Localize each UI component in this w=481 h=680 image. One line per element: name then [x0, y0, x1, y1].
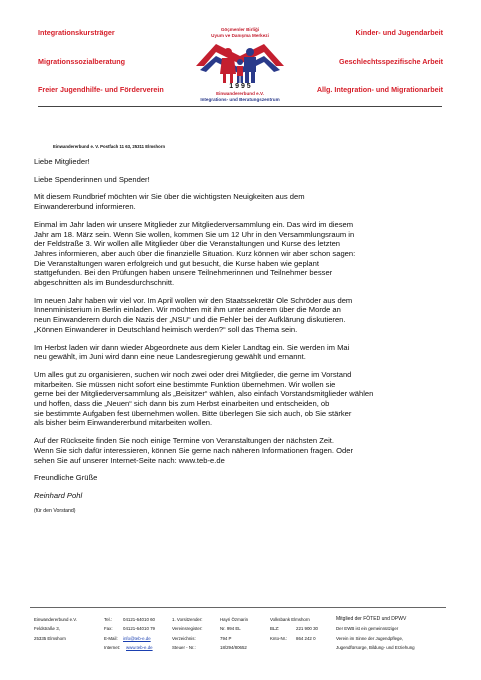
footer-col-membership: [336, 615, 415, 653]
paragraph-line: Im Herbst laden wir dann wieder Abgeordnete aus dem Kieler Landtag ein. Sie werden im Mai: [34, 342, 350, 352]
footer-taxno-label: Steuer - Nr.:: [172, 645, 196, 651]
paragraph-line: stattgefunden. Bei den Prüfungen haben unsere Teilnehmerinnen und Teilnehmer besser: [34, 268, 333, 278]
header-left-link-1: Integrationskursträger: [38, 28, 115, 37]
footer-membership-line: Mitglied der FÖTED und DPWV: [336, 616, 407, 622]
logo-top-line-2: Uyum ve Danışma Merkezi: [211, 33, 269, 38]
letter-body: [34, 157, 446, 516]
footer-register-value: Nr. 994 EL: [220, 626, 241, 632]
footer-email-link[interactable]: info@teb-e.de: [123, 635, 151, 641]
closing: Freundliche Grüße: [34, 473, 98, 483]
header-divider: [38, 106, 442, 107]
signature-note: (für den Vorstand): [34, 507, 76, 514]
footer-directory-label: Verzeichnis:: [172, 635, 196, 641]
footer-col-registry: [172, 615, 248, 653]
footer-tel-label: Tel.:: [104, 617, 113, 622]
footer-city: 25335 Elmshorn: [34, 635, 66, 641]
footer-org-name: Einwandererbund e.V.: [34, 617, 78, 622]
footer-education-line: Jugendfürsorge, Bildung- und Erziehung: [336, 645, 415, 651]
paragraph-line: Die Veranstaltungen waren erfolgreich und gut besucht, die Kurse haben wie geplant: [34, 258, 319, 268]
header-right-link-3: Allg. Integration- und Migrationarbeit: [316, 85, 443, 94]
paragraph-line: neun Einwanderern durch die Nazis der „NSU“ und die Fehler bei der Aufklärung diskutieren.: [34, 315, 346, 325]
footer-street: Feldstraße 3,: [34, 626, 60, 632]
paragraph-line: mitarbeiten. Sie müssen nicht sofort eine bestimmte Funktion übernehmen. Wir wollen sie: [34, 379, 336, 389]
paragraph-line: neu gewählt, im Juni wird dann eine neue Landesregierung gewählt und ernannt.: [34, 352, 306, 362]
paragraph-line: Einmal im Jahr laden wir unsere Mitglieder zur Mitgliederversammlung ein. Das wird im diesem: [34, 219, 354, 229]
logo-bottom-line-2: Integrations- und Beratungszentrum: [200, 97, 280, 102]
footer-blz-value: 221 900 30: [296, 626, 318, 632]
paragraph-line: Im neuen Jahr haben wir viel vor. Im April wollen wir den Staatssekretär Ole Schröder aus dem: [34, 295, 353, 305]
paragraph-line: Jahres informieren, aber auch über die finanzielle Situation. Kurz können wir aber schon sagen:: [34, 248, 356, 258]
paragraph-line: sie bestimmte Aufgaben fest übernehmen wollen. Bitte überlegen Sie sich auch, ob Sie stärker: [34, 408, 352, 418]
paragraph-line: „Können Einwanderer in Deutschland heimisch werden?“ soll das Thema sein.: [34, 324, 298, 334]
paragraph-line: als bisher beim Einwandererbund mitarbeiten wollen.: [34, 418, 213, 428]
footer-nonprofit-line: Der EWB ist ein gemeinnütziger: [336, 626, 399, 632]
footer-youth-line: Verein im Sinne der Jugendpflege,: [336, 635, 404, 641]
footer-chair-label: 1. Vorsitzender:: [172, 617, 203, 622]
header-left-link-3: Freier Jugendhilfe- und Förderverein: [38, 85, 164, 94]
letter-paragraph: [34, 343, 446, 362]
letter-paragraph: [34, 192, 446, 211]
paragraph-line: sehen Sie auf unserer Internet-Seite nach: www.teb-e.de: [34, 455, 225, 465]
header-right-link-2: Geschlechtsspezifische Arbeit: [339, 57, 443, 66]
footer-bank-name: Volksbank Elmshorn: [270, 617, 310, 622]
header-left-link-2: Migrationssozialberatung: [38, 57, 126, 66]
letter-paragraph: [34, 370, 446, 428]
footer-account-value: 864 242 0: [296, 635, 316, 641]
logo-year: 1 9 9 5: [229, 83, 251, 90]
letter-paragraph: [34, 436, 446, 465]
footer-tel-value: 04121-64010 60: [123, 617, 155, 622]
greeting-members: Liebe Mitglieder!: [34, 157, 90, 166]
footer-col-address: [34, 615, 77, 643]
letter-paragraph: [34, 220, 446, 288]
paragraph-line: der Feldstraße 3. Wir wollen alle Mitglieder über die Veranstaltungen und Kurse des letzten: [34, 239, 341, 249]
sender-address-line: Einwandererbund e. V. Postfach 11 63, 25311 Elmshorn: [53, 144, 166, 149]
paragraph-line: Einwandererbund informieren.: [34, 202, 136, 212]
logo-top-line-1: Göçmenler Birliği: [220, 27, 260, 32]
paragraph-line: Innenministerium in Berlin einladen. Wir möchten mit ihm unter anderem über die Morde an: [34, 305, 341, 315]
footer-col-contact: [104, 615, 155, 653]
footer-website-link[interactable]: www.teb-e.de: [126, 645, 153, 651]
footer-blz-label: BLZ:: [270, 626, 280, 632]
footer-email-label: E-Mail:: [104, 635, 118, 641]
footer-col-bank: [270, 615, 318, 643]
header-right-link-1: Kinder- und Jugendarbeit: [355, 28, 443, 37]
footer-register-label: Vereinsregister:: [172, 626, 203, 632]
paragraph-list: [34, 192, 446, 465]
paragraph-line: Wenn Sie sich dafür interessieren, können Sie gerne nach näheren Informationen fragen. Oder: [34, 445, 353, 455]
paragraph-line: Auf der Rückseite finden Sie noch einige Termine von Veranstaltungen der nächsten Zeit.: [34, 436, 334, 446]
letter-paragraph: [34, 296, 446, 335]
greeting-donors: Liebe Spenderinnen und Spender!: [34, 174, 150, 184]
footer-fax-value: 04121-64010 79: [123, 626, 155, 632]
footer-taxno-value: 18/294/80652: [220, 645, 247, 651]
footer-directory-value: 794 P: [220, 635, 232, 641]
paragraph-line: und hoffen, dass die „Neuen“ sich dann bis zum Herbst einarbeiten und entscheiden, ob: [34, 399, 330, 409]
paragraph-line: Jahr am 18. März sein. Wenn Sie wollen, kommen Sie um 12 Uhr in den Versammlungsraum in: [34, 229, 355, 239]
footer-fax-label: Fax:: [104, 626, 113, 632]
logo-emblem: [194, 38, 286, 84]
footer-divider: [30, 607, 446, 608]
paragraph-line: abgeschnitten als im Bundesdurchschnitt.: [34, 278, 175, 288]
logo-bottom-line-1: Einwandererbund e.V.: [216, 91, 264, 96]
paragraph-line: Mit diesem Rundbrief möchten wir Sie über die wichtigsten Neuigkeiten aus dem: [34, 192, 305, 202]
signature: Reinhard Pohl: [34, 490, 83, 500]
footer-account-label: Knto-Nr.:: [270, 635, 288, 641]
paragraph-line: gerne bei der Mitgliederversammlung als „Beisitzer“ wählen, also einfach Vorstandsmitglieder wählen: [34, 389, 374, 399]
footer-chair-value: Hayri Özmarin: [220, 617, 249, 622]
footer-internet-label: Internet:: [104, 645, 121, 651]
paragraph-line: Um alles gut zu organisieren, suchen wir noch zwei oder drei Mitglieder, die gerne im Vorstand: [34, 369, 352, 379]
